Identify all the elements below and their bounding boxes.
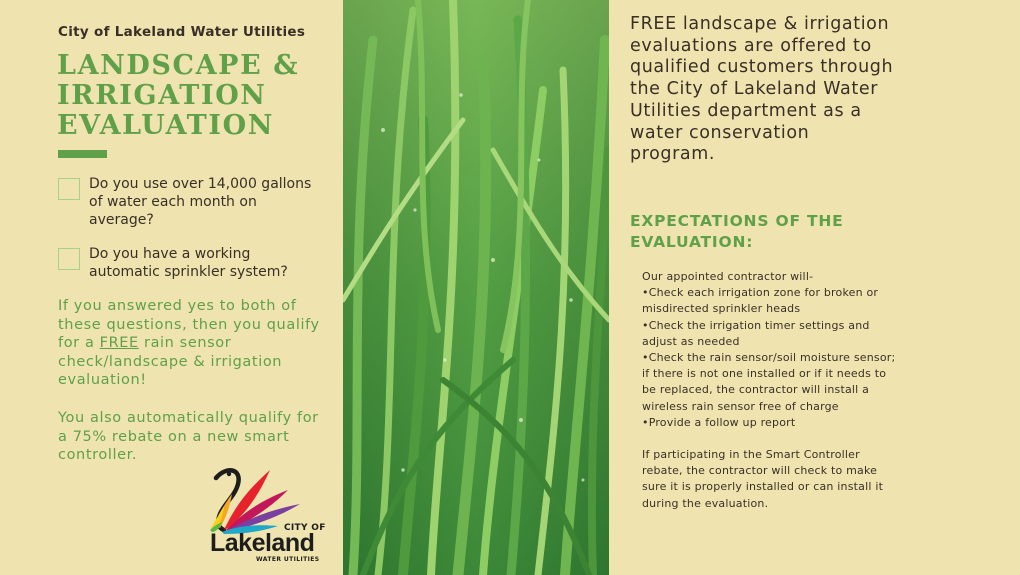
list-item: •Check the irrigation timer settings and adjust as needed: [642, 318, 870, 348]
list-item: •Check each irrigation zone for broken or misdirected sprinkler heads: [642, 286, 879, 316]
title-underline-bar: [58, 150, 107, 158]
free-emphasis: FREE: [99, 335, 139, 352]
grass-image-icon: [343, 0, 609, 575]
intro-text: FREE landscape & irrigation evaluations are offered to qualified customers through the City of Lakeland Water Utilities department as a water conservation program.: [630, 14, 894, 165]
question-water-usage-text: Do you use over 14,000 gallons of water each month on average?: [89, 176, 312, 228]
rebate-text: You also automatically qualify for a 75% rebate on a new smart controller.: [58, 410, 319, 464]
expectations-heading: EXPECTATIONS OF THE EVALUATION:: [630, 212, 844, 251]
city-of-lakeland-logo: [208, 466, 336, 566]
page-title: [57, 51, 299, 141]
left-panel: [0, 0, 343, 575]
smart-controller-note: If participating in the Smart Controller rebate, the contractor will check to make sure it is properly installed or can install it during the evaluation.: [642, 448, 884, 510]
title-line-2: IRRIGATION: [57, 80, 267, 111]
qualification-text-start: If you answered yes to both of these questions, then you qualify for a: [58, 298, 320, 352]
qualification-text-end: rain sensor check/landscape & irrigation evaluation!: [58, 335, 283, 389]
right-panel: [609, 0, 1020, 575]
checkbox-water-usage[interactable]: [58, 178, 80, 200]
list-item: •Check the rain sensor/soil moisture sensor; if there is not one installed or if it needs to be replaced, the contractor will install a wireless rain sensor free of charge: [642, 351, 896, 413]
question-sprinkler-system-text: Do you have a working automatic sprinkler system?: [89, 246, 288, 280]
checkbox-sprinkler-system[interactable]: [58, 248, 80, 270]
contractor-list: [642, 269, 902, 431]
title-line-1: LANDSCAPE &: [57, 50, 300, 81]
logo-city-of: CITY OF: [284, 523, 326, 533]
grass-photo: [343, 0, 609, 575]
logo-lakeland-wordmark: Lakeland: [210, 529, 315, 557]
contractor-lead: Our appointed contractor will-: [642, 270, 814, 283]
logo-water-utilities: WATER UTILITIES: [256, 556, 320, 563]
list-item: •Provide a follow up report: [642, 415, 796, 429]
title-line-3: EVALUATION: [57, 110, 274, 141]
qualification-text: [58, 297, 323, 390]
organization-name: City of Lakeland Water Utilities: [58, 24, 306, 40]
